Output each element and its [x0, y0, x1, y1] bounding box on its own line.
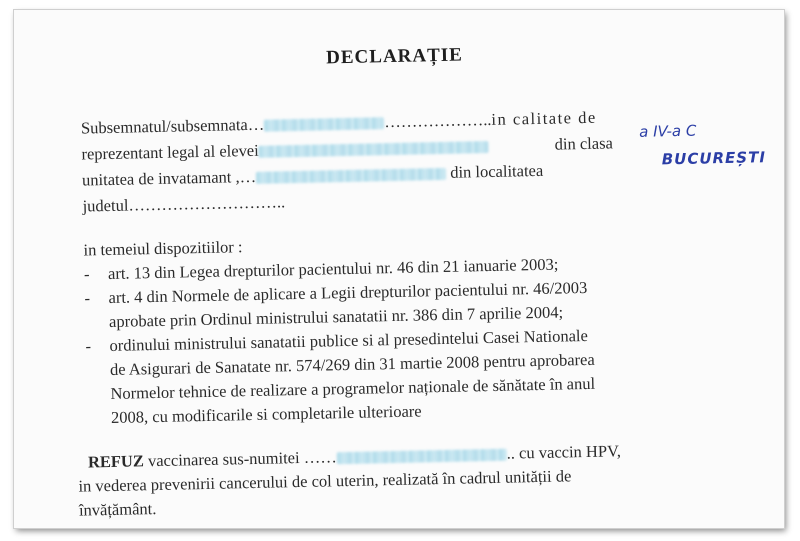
handwritten-class: a IV-a C	[638, 121, 697, 141]
line2-start: reprezentant legal al elevei	[81, 140, 259, 164]
redacted-name	[264, 117, 384, 132]
refuz-keyword: REFUZ	[87, 451, 145, 472]
redacted-student-name	[259, 141, 489, 158]
bullet-3: -	[85, 336, 92, 356]
refuz-line: REFUZ vaccinarea sus-numitei …… .. cu vaccin HPV,	[87, 441, 622, 472]
item-3: ordinului ministrului sanatatii publice si al presedintelui Casei Nationale	[109, 325, 589, 355]
declaration-text	[14, 10, 784, 528]
line3-end: din localitatea	[450, 160, 544, 182]
item-2-cont: aprobate prin Ordinul ministrului sanatatii nr. 386 din 7 aprilie 2004;	[108, 302, 564, 331]
refuz-line-3: învățământ.	[78, 499, 157, 520]
refuz-start: vaccinarea sus-numitei	[147, 448, 300, 471]
item-3-cont-1: de Asigurari de Sanatate nr. 574/269 din 31 martie 2008 pentru aprobarea	[109, 349, 595, 379]
line2-end: din clasa	[554, 133, 614, 154]
bullet-2: -	[84, 288, 91, 308]
line1-start: Subsemnatul/subsemnata	[80, 115, 248, 138]
line-unitatea: unitatea de invatamant ,… din localitatea	[81, 160, 544, 190]
line1-end: in calitate de	[491, 107, 597, 129]
document-page	[14, 10, 784, 528]
line-judetul: judetul………………………..	[82, 192, 286, 216]
refuz-end: cu vaccin HPV,	[518, 441, 622, 463]
bullet-1: -	[83, 264, 90, 284]
redacted-school	[256, 168, 446, 184]
intro-line: in temeiul dispozitiilor :	[83, 237, 243, 260]
line-subsemnatul: Subsemnatul/subsemnata… ………………..in calitate de	[80, 107, 597, 138]
item-1: art. 13 din Legea drepturilor pacientului nr. 46 din 21 ianuarie 2003;	[107, 254, 559, 283]
document-title: DECLARAȚIE	[325, 44, 464, 69]
item-3-cont-3: 2008, cu modificarile si completarile ulterioare	[110, 401, 422, 427]
redacted-refuz-name	[337, 449, 507, 465]
line-reprezentant	[81, 133, 613, 164]
line3-start: unitatea de invatamant	[81, 167, 232, 190]
refuz-line-2: in vederea prevenirii cancerului de col uterin, realizată în cadrul unității de	[78, 466, 572, 496]
item-3-cont-2: Normelor tehnice de realizare a programelor naționale de sănătate în anul	[110, 373, 596, 403]
handwritten-city: BUCUREȘTI	[661, 148, 767, 169]
item-2: art. 4 din Normele de aplicare a Legii drepturilor pacientului nr. 46/2003	[108, 277, 588, 307]
